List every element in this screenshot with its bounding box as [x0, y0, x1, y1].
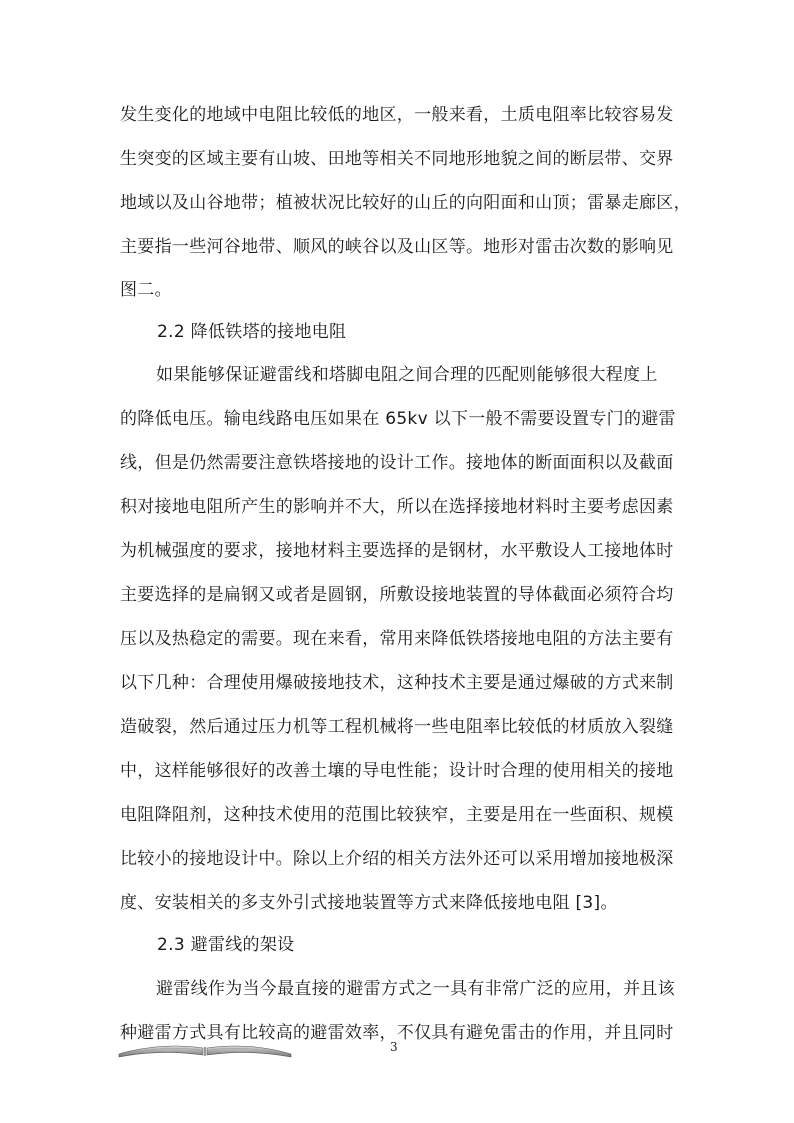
paragraph-line: 电阻降阻剂，这种技术使用的范围比较狭窄，主要是用在一些面积、规模	[120, 805, 674, 825]
section-heading-2-3: 2.3 避雷线的架设	[157, 935, 295, 955]
paragraph-line: 发生变化的地域中电阻比较低的地区，一般来看，土质电阻率比较容易发	[120, 105, 674, 125]
paragraph-line: 图二。	[120, 280, 172, 300]
paragraph-line: 地域以及山谷地带；植被状况比较好的山丘的向阳面和山顶；雷暴走廊区，	[120, 193, 691, 213]
paragraph-line: 以下几种：合理使用爆破接地技术，这种技术主要是通过爆破的方式来制	[120, 673, 674, 693]
page-number: 3	[390, 1040, 398, 1054]
paragraph-line: 比较小的接地设计中。除以上介绍的相关方法外还可以采用增加接地极深	[120, 849, 674, 869]
paragraph-line: 压以及热稳定的需要。现在来看，常用来降低铁塔接地电阻的方法主要有	[120, 629, 674, 649]
paragraph-line: 的降低电压。输电线路电压如果在 65kv 以下一般不需要设置专门的避雷	[120, 409, 676, 429]
open-book-icon	[115, 1038, 295, 1058]
paragraph-line: 积对接地电阻所产生的影响并不大，所以在选择接地材料时主要考虑因素	[120, 497, 674, 517]
paragraph-line: 中，这样能够很好的改善土壤的导电性能；设计时合理的使用相关的接地	[120, 761, 674, 781]
paragraph-line: 避雷线作为当今最直接的避雷方式之一具有非常广泛的应用，并且该	[156, 979, 675, 999]
paragraph-line: 为机械强度的要求，接地材料主要选择的是钢材，水平敷设人工接地体时	[120, 541, 674, 561]
paragraph-line: 主要选择的是扁钢又或者是圆钢，所敷设接地装置的导体截面必须符合均	[120, 585, 674, 605]
paragraph-line: 造破裂，然后通过压力机等工程机械将一些电阻率比较低的材质放入裂缝	[120, 717, 674, 737]
paragraph-line: 种避雷方式具有比较高的避雷效率，不仅具有避免雷击的作用，并且同时	[120, 1023, 674, 1043]
paragraph-line: 线，但是仍然需要注意铁塔接地的设计工作。接地体的断面面积以及截面	[120, 453, 674, 473]
section-heading-2-2: 2.2 降低铁塔的接地电阻	[157, 322, 347, 342]
paragraph-line: 度、安装相关的多支外引式接地装置等方式来降低接地电阻 [3]。	[120, 893, 618, 913]
paragraph-line: 主要指一些河谷地带、顺风的峡谷以及山区等。地形对雷击次数的影响见	[120, 237, 674, 257]
paragraph-line: 如果能够保证避雷线和塔脚电阻之间合理的匹配则能够很大程度上	[156, 365, 658, 385]
paragraph-line: 生突变的区域主要有山坡、田地等相关不同地形地貌之间的断层带、交界	[120, 149, 674, 169]
